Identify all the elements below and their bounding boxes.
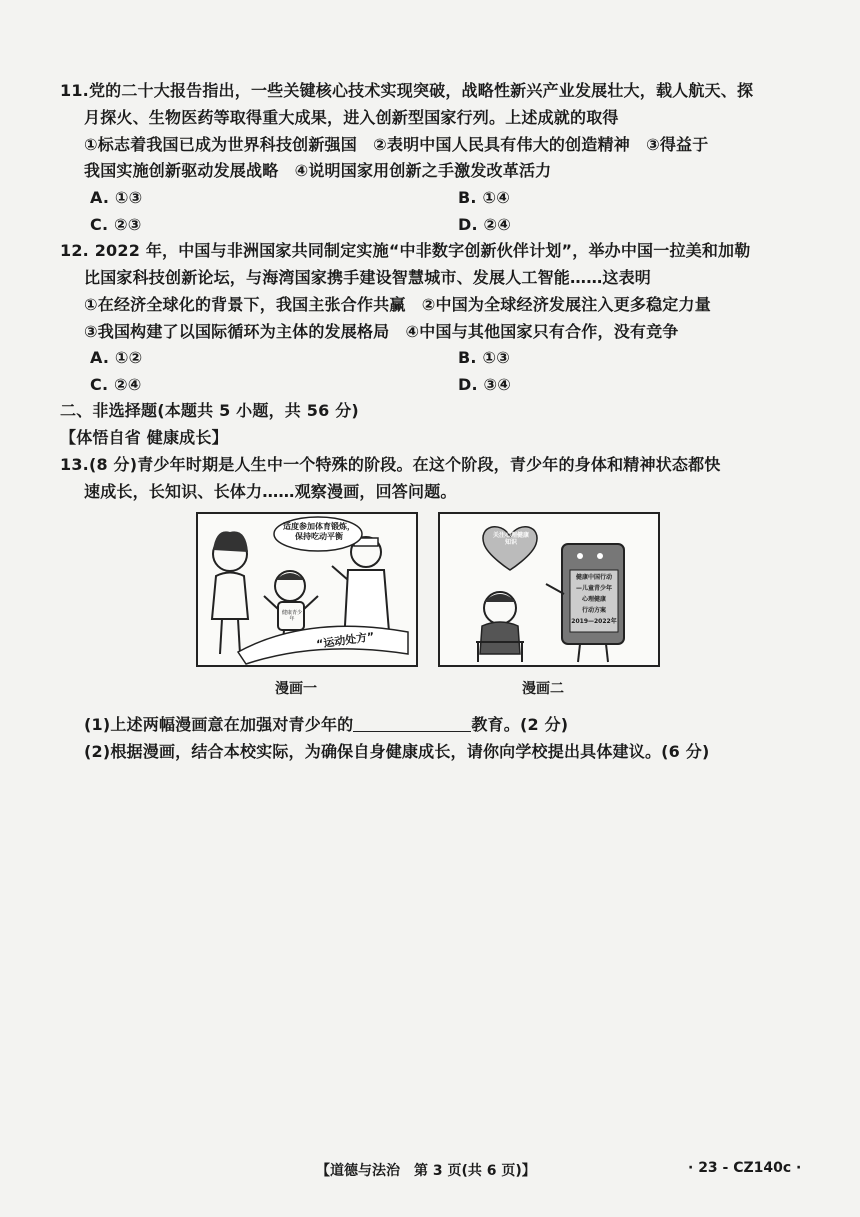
answer-blank[interactable] [353,713,471,732]
comic-two [438,512,660,667]
q12-option-a: A. ①② [90,348,143,367]
comic-two-heart-text: 关注心理健康知识 [492,532,529,546]
comic-one-bubble-text: 适度参加体育锻炼，保持吃动平衡 [283,522,355,541]
q12-option-c: C. ②④ [90,375,142,394]
q12-items-line2: ③我国构建了以国际循环为主体的发展格局 ④中国与其他国家只有合作，没有竞争 [84,322,679,341]
q12-stem-line1: 12. 2022 年，中国与非洲国家共同制定实施“中非数字创新伙伴计划”，举办中国一拉美和加勒 [60,241,751,260]
comic-two-board-line: 健康中国行动 [575,574,612,581]
q12-stem-line2: 比国家科技创新论坛，与海湾国家携手建设智慧城市、发展人工智能……这表明 [84,268,652,287]
q13-sub1-after: 教育。(2 分) [471,715,569,734]
footer-code: · 23 - CZ140c · [688,1160,802,1176]
comic-two-board-line: 行动方案 [581,607,606,614]
comic-two-board-line: 2019—2022年 [571,618,617,625]
q11-option-d: D. ②④ [458,215,512,234]
comic-one-shirt-text: 健康青少年 [281,610,302,622]
q11-items-line2: 我国实施创新驱动发展战略 ④说明国家用创新之手激发改革活力 [84,161,552,180]
section-subheading: 【体悟自省 健康成长】 [60,428,228,447]
q11-stem-line2: 月探火、生物医药等取得重大成果，进入创新型国家行列。上述成就的取得 [84,108,619,127]
q12-option-b: B. ①③ [458,348,510,367]
comic-two-board-text [570,572,618,627]
q11-stem-line1: 11.党的二十大报告指出，一些关键核心技术实现突破，战略性新兴产业发展壮大，载人航天、探 [60,81,754,100]
comic-one-caption: 漫画一 [275,681,317,697]
q13-sub1-before: (1)上述两幅漫画意在加强对青少年的 [84,715,354,734]
q11-option-b: B. ①④ [458,188,510,207]
comic-two-caption: 漫画二 [522,681,564,697]
comic-two-board-line: 心理健康 [581,596,606,603]
footer-page-label: 【道德与法治 第 3 页(共 6 页)】 [316,1163,536,1179]
comic-one-banner-text: “运动处方” [315,629,376,652]
comic-one [196,512,418,667]
q11-option-a: A. ①③ [90,188,143,207]
section-heading: 二、非选择题(本题共 5 小题，共 56 分) [60,401,359,420]
q12-items-line1: ①在经济全球化的背景下，我国主张合作共赢 ②中国为全球经济发展注入更多稳定力量 [84,295,711,314]
q11-option-c: C. ②③ [90,215,142,234]
q13-stem-line1: 13.(8 分)青少年时期是人生中一个特殊的阶段。在这个阶段，青少年的身体和精神状态都快 [60,455,721,474]
q13-stem-line2: 速成长，长知识、长体力……观察漫画，回答问题。 [84,482,457,501]
q13-sub2: (2)根据漫画，结合本校实际，为确保自身健康成长，请你向学校提出具体建议。(6 分) [84,742,710,761]
comic-two-illustration [440,514,658,665]
q11-items-line1: ①标志着我国已成为世界科技创新强国 ②表明中国人民具有伟大的创造精神 ③得益于 [84,135,709,154]
q12-option-d: D. ③④ [458,375,512,394]
q13-sub1 [84,712,568,738]
comic-two-board-line: —儿童青少年 [575,585,612,592]
